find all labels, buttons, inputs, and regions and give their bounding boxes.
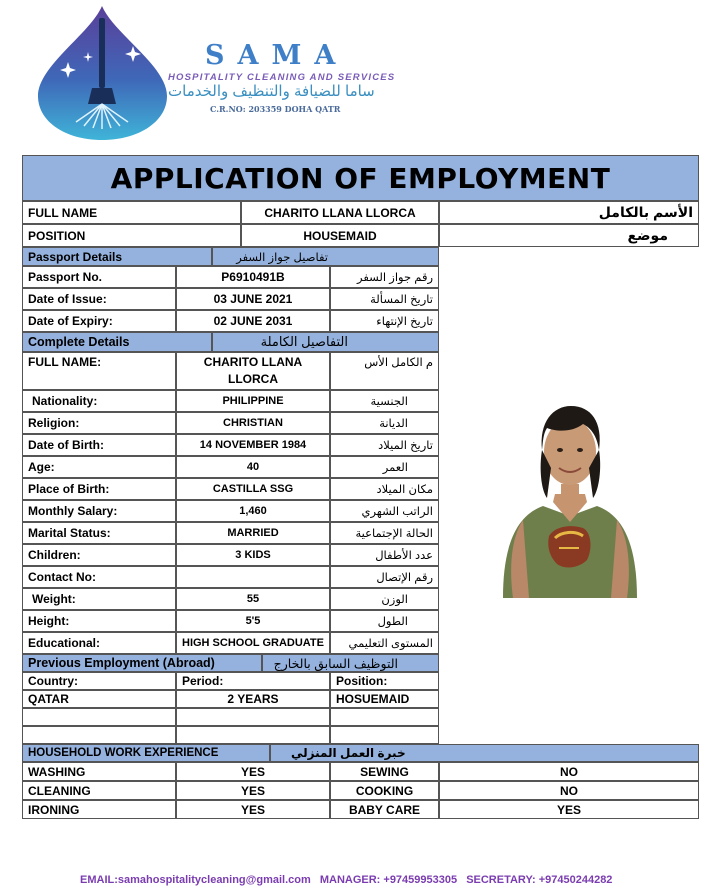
monthly-salary-label: Monthly Salary: [22, 500, 176, 522]
footer-email: EMAIL:samahospitalitycleaning@gmail.com [80, 874, 311, 886]
passport-section-header-arabic: تفاصيل جواز السفر [212, 247, 439, 266]
weight-value: 55 [176, 588, 330, 610]
applicant-photo [495, 398, 645, 598]
contact-no-arabic: رقم الإتصال [330, 566, 439, 588]
religion-arabic: الديانة [330, 412, 439, 434]
weight-label: Weight: [22, 588, 176, 610]
position-arabic: موضع [439, 224, 699, 247]
date-of-birth-value: 14 NOVEMBER 1984 [176, 434, 330, 456]
date-of-expiry-value: 02 JUNE 2031 [176, 310, 330, 332]
passport-no-arabic: رقم جواز السفر [330, 266, 439, 288]
date-of-issue-value: 03 JUNE 2021 [176, 288, 330, 310]
household-task-label: BABY CARE [330, 800, 439, 819]
nationality-value: PHILIPPINE [176, 390, 330, 412]
prev-period: 2 YEARS [176, 690, 330, 708]
passport-no-label: Passport No. [22, 266, 176, 288]
brand-cr-number: C.R.NO: 203359 DOHA QATR [210, 104, 341, 114]
marital-status-value: MARRIED [176, 522, 330, 544]
prev-position: HOSUEMAID [330, 690, 439, 708]
educational-label: Educational: [22, 632, 176, 654]
religion-label: Religion: [22, 412, 176, 434]
details-full-name-arabic: م الكامل الأس [330, 352, 439, 390]
details-full-name-value: CHARITO LLANA LLORCA [176, 352, 330, 390]
age-arabic: العمر [330, 456, 439, 478]
household-task-label: CLEANING [22, 781, 176, 800]
col-period-label: Period: [176, 672, 330, 690]
household-task-value: YES [176, 781, 330, 800]
position-value: HOUSEMAID [241, 224, 439, 247]
full-name-arabic: الأسم بالكامل [439, 201, 699, 224]
footer-secretary-phone: SECRETARY: +97450244282 [466, 874, 613, 886]
marital-status-arabic: الحالة الإجتماعية [330, 522, 439, 544]
monthly-salary-value: 1,460 [176, 500, 330, 522]
prev-country [22, 726, 176, 744]
place-of-birth-label: Place of Birth: [22, 478, 176, 500]
footer-manager-phone: MANAGER: +97459953305 [319, 874, 458, 886]
footer-contact [80, 874, 618, 886]
place-of-birth-arabic: مكان الميلاد [330, 478, 439, 500]
details-section-header-arabic: التفاصيل الكاملة [212, 332, 439, 352]
household-task-value: YES [439, 800, 699, 819]
prev-period [176, 708, 330, 726]
previous-employment-header-arabic: التوظيف السابق بالخارج [262, 654, 439, 672]
passport-no-value: P6910491B [176, 266, 330, 288]
full-name-value: CHARITO LLANA LLORCA [241, 201, 439, 224]
prev-position [330, 726, 439, 744]
date-of-expiry-arabic: تاريخ الإنتهاء [330, 310, 439, 332]
household-task-value: NO [439, 781, 699, 800]
household-task-label: IRONING [22, 800, 176, 819]
brand-arabic-name: ساما للضيافة والتنظيف والخدمات [168, 83, 375, 100]
details-full-name-label: FULL NAME: [22, 352, 176, 390]
date-of-issue-label: Date of Issue: [22, 288, 176, 310]
age-label: Age: [22, 456, 176, 478]
col-position-label: Position: [330, 672, 439, 690]
religion-value: CHRISTIAN [176, 412, 330, 434]
height-value: 5'5 [176, 610, 330, 632]
nationality-label: Nationality: [22, 390, 176, 412]
height-arabic: الطول [330, 610, 439, 632]
prev-period [176, 726, 330, 744]
prev-country [22, 708, 176, 726]
full-name-label: FULL NAME [22, 201, 241, 224]
place-of-birth-value: CASTILLA SSG [176, 478, 330, 500]
household-task-value: YES [176, 762, 330, 781]
mop-handle-icon [99, 18, 105, 88]
educational-arabic: المستوى التعليمي [330, 632, 439, 654]
contact-no-label: Contact No: [22, 566, 176, 588]
children-arabic: عدد الأطفال [330, 544, 439, 566]
household-experience-header-arabic: خبرة العمل المنزلي [270, 744, 699, 762]
household-task-value: NO [439, 762, 699, 781]
brand-subtitle: HOSPITALITY CLEANING AND SERVICES [168, 72, 396, 83]
monthly-salary-arabic: الراتب الشهري [330, 500, 439, 522]
nationality-arabic: الجنسية [330, 390, 439, 412]
previous-employment-header: Previous Employment (Abroad) [22, 654, 262, 672]
brand-name: SAMA [205, 40, 349, 71]
passport-section-header: Passport Details [22, 247, 212, 266]
prev-country: QATAR [22, 690, 176, 708]
weight-arabic: الوزن [330, 588, 439, 610]
age-value: 40 [176, 456, 330, 478]
form-title: APPLICATION OF EMPLOYMENT [22, 155, 699, 201]
position-label: POSITION [22, 224, 241, 247]
sparkle-icon [65, 22, 81, 38]
children-value: 3 KIDS [176, 544, 330, 566]
date-of-birth-arabic: تاريخ الميلاد [330, 434, 439, 456]
household-task-label: COOKING [330, 781, 439, 800]
educational-value: HIGH SCHOOL GRADUATE [176, 632, 330, 654]
company-logo [30, 4, 175, 142]
date-of-issue-arabic: تاريخ المسألة [330, 288, 439, 310]
date-of-expiry-label: Date of Expiry: [22, 310, 176, 332]
height-label: Height: [22, 610, 176, 632]
children-label: Children: [22, 544, 176, 566]
household-task-label: SEWING [330, 762, 439, 781]
household-task-value: YES [176, 800, 330, 819]
household-experience-header: HOUSEHOLD WORK EXPERIENCE [22, 744, 270, 762]
date-of-birth-label: Date of Birth: [22, 434, 176, 456]
prev-position [330, 708, 439, 726]
details-section-header: Complete Details [22, 332, 212, 352]
household-task-label: WASHING [22, 762, 176, 781]
marital-status-label: Marital Status: [22, 522, 176, 544]
col-country-label: Country: [22, 672, 176, 690]
contact-no-value [176, 566, 330, 588]
